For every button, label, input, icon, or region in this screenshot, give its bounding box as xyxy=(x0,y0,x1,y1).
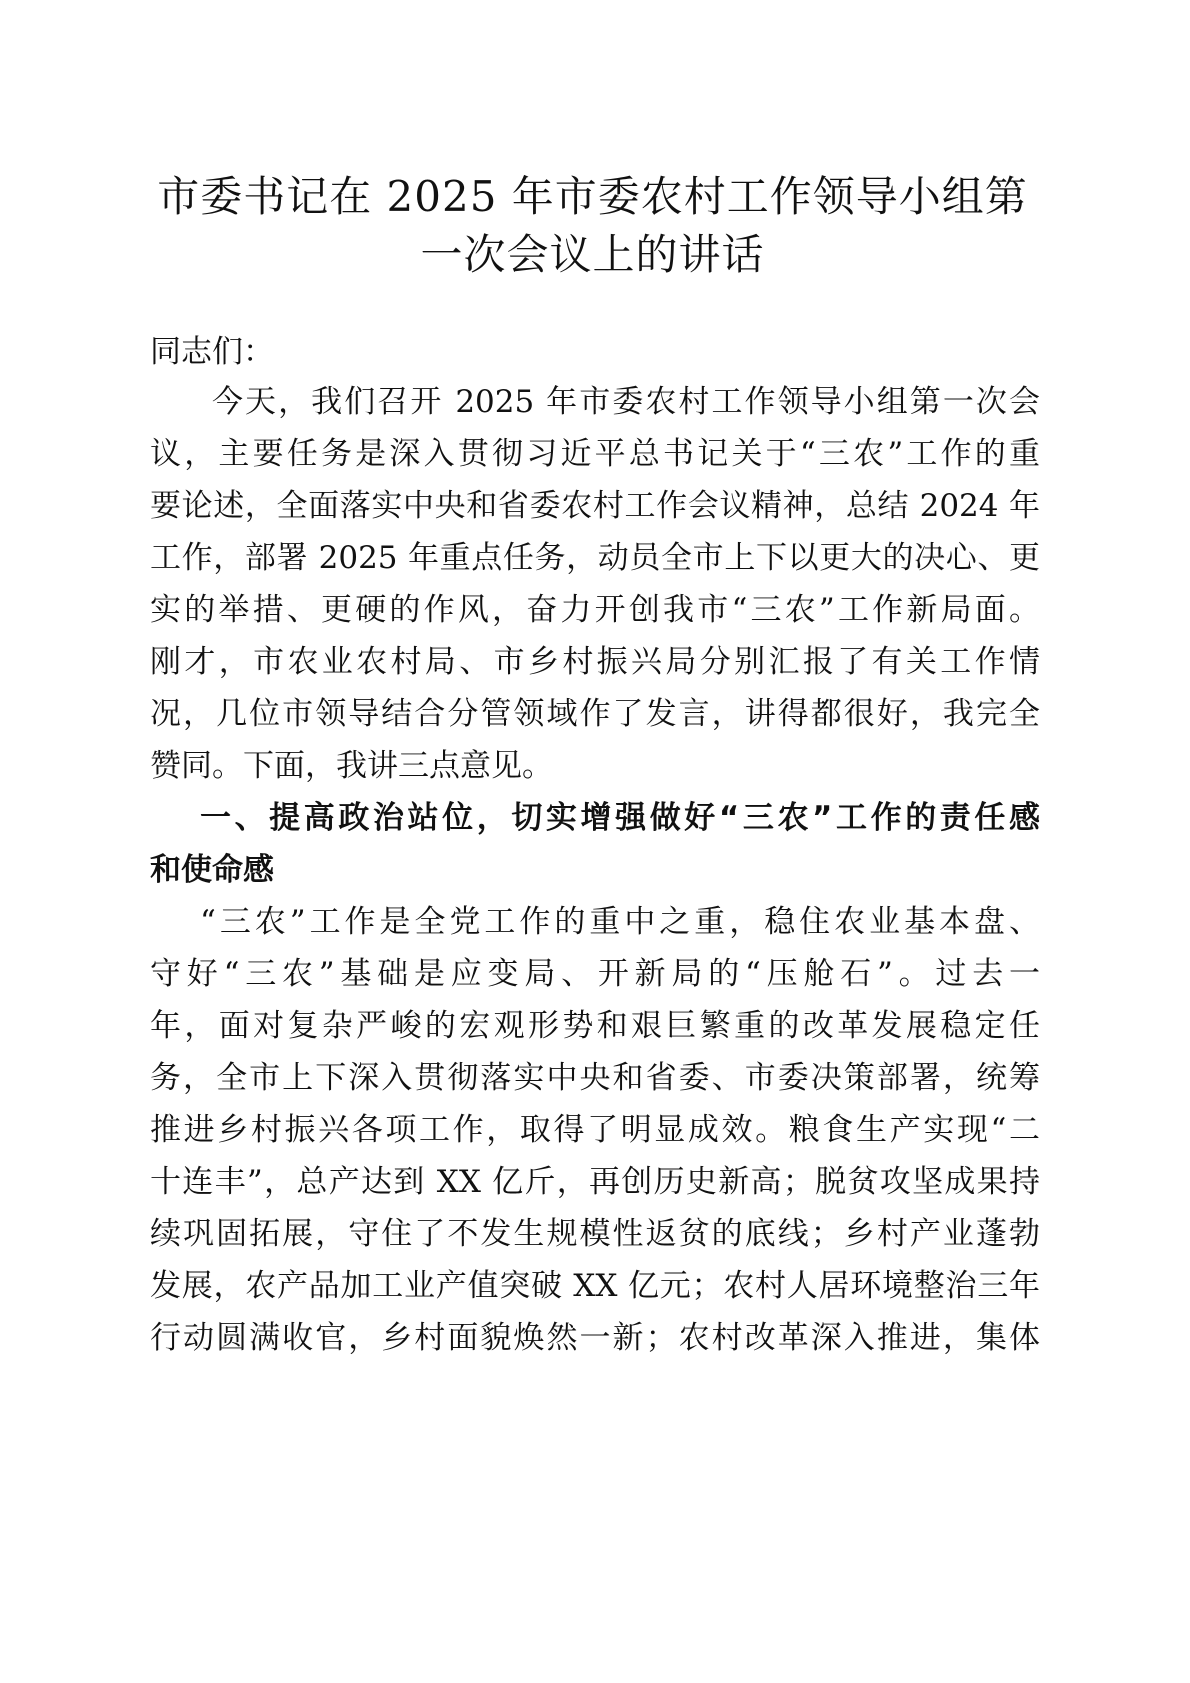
section-heading: 一、提高政治站位，切实增强做好“三农”工作的责任感 xyxy=(200,800,1040,836)
paragraph-line: 今天，我们召开 2025 年市委农村工作领导小组第一次会 xyxy=(212,384,1040,420)
paragraph-line: “三农”工作是全党工作的重中之重，稳住农业基本盘、 xyxy=(200,904,1040,940)
paragraph-line: 务，全市上下深入贯彻落实中央和省委、市委决策部署，统筹 xyxy=(150,1060,1040,1096)
paragraph-line: 续巩固拓展，守住了不发生规模性返贫的底线；乡村产业蓬勃 xyxy=(150,1216,1040,1252)
title-line-1: 市委书记在 2025 年市委农村工作领导小组第 xyxy=(157,172,1028,221)
paragraph-line: 实的举措、更硬的作风，奋力开创我市“三农”工作新局面。 xyxy=(150,592,1040,628)
section-heading-continued: 和使命感 xyxy=(150,852,274,888)
paragraph-line: 赞同。下面，我讲三点意见。 xyxy=(150,748,553,784)
salutation: 同志们： xyxy=(150,334,274,370)
paragraph-line: 发展，农产品加工业产值突破 XX 亿元；农村人居环境整治三年 xyxy=(150,1268,1040,1304)
paragraph-line: 推进乡村振兴各项工作，取得了明显成效。粮食生产实现“二 xyxy=(150,1112,1040,1148)
document-title xyxy=(140,168,1045,284)
paragraph-line: 刚才，市农业农村局、市乡村振兴局分别汇报了有关工作情 xyxy=(150,644,1040,680)
paragraph-line: 十连丰”，总产达到 XX 亿斤，再创历史新高；脱贫攻坚成果持 xyxy=(150,1164,1040,1200)
paragraph-line: 况，几位市领导结合分管领域作了发言，讲得都很好，我完全 xyxy=(150,696,1040,732)
paragraph-line: 年，面对复杂严峻的宏观形势和艰巨繁重的改革发展稳定任 xyxy=(150,1008,1040,1044)
paragraph-line: 要论述，全面落实中央和省委农村工作会议精神，总结 2024 年 xyxy=(150,488,1040,524)
paragraph-line: 行动圆满收官，乡村面貌焕然一新；农村改革深入推进，集体 xyxy=(150,1320,1040,1356)
paragraph-line: 议，主要任务是深入贯彻习近平总书记关于“三农”工作的重 xyxy=(150,436,1040,472)
paragraph-line: 守好“三农”基础是应变局、开新局的“压舱石”。过去一 xyxy=(150,956,1040,992)
paragraph-line: 工作，部署 2025 年重点任务，动员全市上下以更大的决心、更 xyxy=(150,540,1040,576)
title-line-2: 一次会议上的讲话 xyxy=(420,230,765,279)
